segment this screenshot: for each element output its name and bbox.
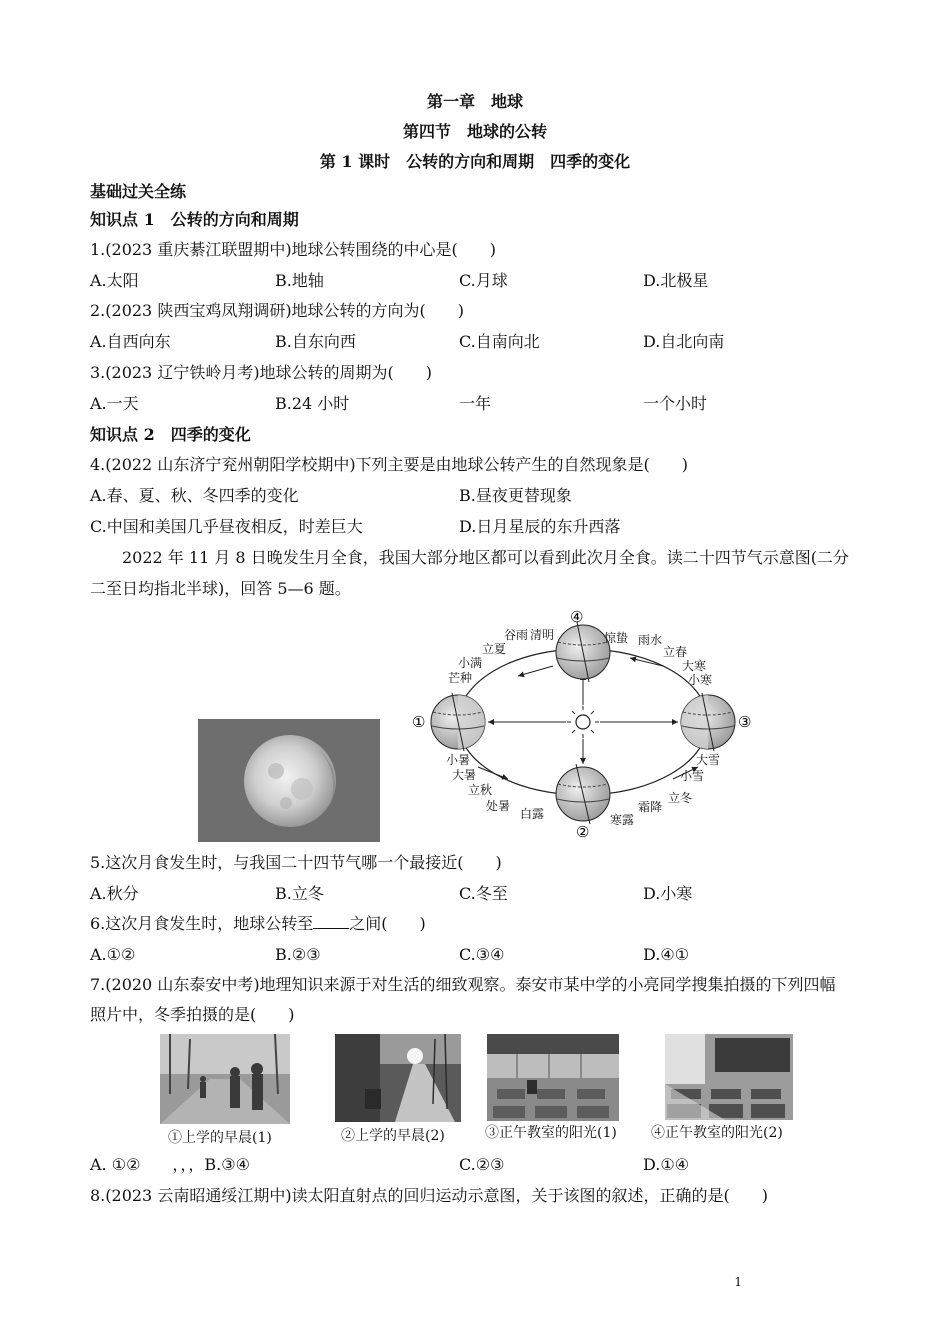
term-hanlu: 寒露 xyxy=(610,813,635,827)
q6-option-b: B.②③ xyxy=(275,945,321,964)
q2-option-c: C.自南向北 xyxy=(459,332,540,351)
photo-school-morning-1 xyxy=(160,1034,290,1124)
q6-option-a: A.①② xyxy=(90,945,136,964)
page-number: 1 xyxy=(734,1275,742,1289)
solar-terms-diagram xyxy=(408,604,768,844)
term-lichun: 立春 xyxy=(663,645,688,659)
section-title: 第四节 地球的公转 xyxy=(402,122,547,141)
term-xiaoman: 小满 xyxy=(458,656,483,670)
q5-option-a: A.秋分 xyxy=(90,884,139,903)
q1-stem: 1.(2023 重庆綦江联盟期中)地球公转围绕的中心是( ) xyxy=(90,240,497,259)
term-xiaoxue: 小雪 xyxy=(680,769,705,783)
q6-option-d: D.④① xyxy=(643,945,690,964)
q7-option-d: D.①④ xyxy=(643,1155,690,1174)
q3-stem: 3.(2023 辽宁铁岭月考)地球公转的周期为( ) xyxy=(90,363,433,382)
term-bailu: 白露 xyxy=(520,807,545,821)
q4-option-d: D.日月星辰的东升西落 xyxy=(459,517,621,536)
lunar-eclipse-photo xyxy=(198,719,380,842)
q2-option-b: B.自东向西 xyxy=(275,332,356,351)
position-label-2: ② xyxy=(576,823,590,841)
q7-stem-line-2: 照片中，冬季拍摄的是( ) xyxy=(90,1005,295,1024)
q4-option-a: A.春、夏、秋、冬四季的变化 xyxy=(90,486,299,505)
q6-option-c: C.③④ xyxy=(459,945,505,964)
practice-title: 基础过关全练 xyxy=(90,182,187,201)
q6-stem-after: 之间( ) xyxy=(349,914,426,933)
caption-photo-2: ②上学的早晨(2) xyxy=(341,1128,445,1144)
q6-stem xyxy=(90,914,426,934)
term-daxue: 大雪 xyxy=(696,753,721,767)
q2-option-a: A.自西向东 xyxy=(90,332,171,351)
earth-position-4 xyxy=(556,622,610,682)
q1-option-b: B.地轴 xyxy=(275,271,324,290)
passage-line-2: 二至日均指北半球)，回答 5—6 题。 xyxy=(90,579,351,598)
q1-option-a: A.太阳 xyxy=(90,271,139,290)
term-jingzhe: 惊蛰 xyxy=(604,631,629,645)
q5-option-d: D.小寒 xyxy=(643,884,693,903)
caption-photo-4: ④正午教室的阳光(2) xyxy=(651,1125,783,1141)
q4-stem: 4.(2022 山东济宁兖州朝阳学校期中)下列主要是由地球公转产生的自然现象是( ) xyxy=(90,455,689,474)
position-label-3: ③ xyxy=(738,713,752,731)
photo-school-morning-2 xyxy=(335,1034,461,1122)
kp1-title: 知识点 1 公转的方向和周期 xyxy=(90,210,299,229)
earth-position-1 xyxy=(431,693,485,751)
caption-photo-3: ③正午教室的阳光(1) xyxy=(485,1125,617,1141)
term-liqiu: 立秋 xyxy=(468,783,493,797)
term-yushui: 雨水 xyxy=(638,633,663,647)
caption-photo-1: ①上学的早晨(1) xyxy=(168,1130,272,1146)
q5-option-c: C.冬至 xyxy=(459,884,508,903)
earth-position-2 xyxy=(556,764,610,824)
q2-stem: 2.(2023 陕西宝鸡凤翔调研)地球公转的方向为( ) xyxy=(90,301,465,320)
q6-blank xyxy=(313,914,349,929)
term-mangzhong: 芒种 xyxy=(448,671,473,685)
term-guyu: 谷雨 xyxy=(504,628,529,642)
q3-option-c: 一年 xyxy=(459,394,492,413)
term-chushu: 处暑 xyxy=(486,799,511,813)
sun-icon xyxy=(567,706,599,738)
q7-option-a-b: A. ①② ，，，B.③④ xyxy=(90,1155,250,1174)
term-dashu: 大暑 xyxy=(452,768,477,782)
q1-option-c: C.月球 xyxy=(459,271,508,290)
position-label-1: ① xyxy=(412,713,426,731)
photo-noon-classroom-1 xyxy=(487,1034,619,1121)
q6-stem-before: 6.这次月食发生时，地球公转至 xyxy=(90,914,314,933)
q3-option-d: 一个小时 xyxy=(643,394,708,413)
q3-option-b: B.24 小时 xyxy=(275,394,350,413)
q3-option-a: A.一天 xyxy=(90,394,139,413)
term-lidong: 立冬 xyxy=(668,791,693,805)
q2-option-d: D.自北向南 xyxy=(643,332,725,351)
chapter-title: 第一章 地球 xyxy=(426,92,523,111)
q7-stem-line-1: 7.(2020 山东泰安中考)地理知识来源于对生活的细致观察。泰安市某中学的小亮同学搜集拍摄的下列四幅 xyxy=(90,975,836,994)
q4-option-b: B.昼夜更替现象 xyxy=(459,486,572,505)
term-lixia: 立夏 xyxy=(482,642,507,656)
q7-option-c: C.②③ xyxy=(459,1155,505,1174)
photo-noon-classroom-2 xyxy=(665,1034,793,1120)
q5-option-b: B.立冬 xyxy=(275,884,324,903)
q1-option-d: D.北极星 xyxy=(643,271,709,290)
lesson-title: 第 1 课时 公转的方向和周期 四季的变化 xyxy=(319,152,631,171)
term-xiaohan: 小寒 xyxy=(688,673,713,687)
q4-option-c: C.中国和美国几乎昼夜相反，时差巨大 xyxy=(90,517,363,536)
term-shuangjiang: 霜降 xyxy=(638,800,663,814)
q8-stem: 8.(2023 云南昭通绥江期中)读太阳直射点的回归运动示意图，关于该图的叙述，正确的是( ) xyxy=(90,1186,769,1205)
position-label-4: ④ xyxy=(570,608,584,626)
kp2-title: 知识点 2 四季的变化 xyxy=(90,425,251,444)
term-xiaoshu: 小暑 xyxy=(446,753,471,767)
passage-line-1: 2022 年 11 月 8 日晚发生月全食，我国大部分地区都可以看到此次月全食。读二十四节气示意图(二分 xyxy=(122,548,849,567)
q5-stem: 5.这次月食发生时，与我国二十四节气哪一个最接近( ) xyxy=(90,853,502,872)
term-qingming: 清明 xyxy=(530,628,555,642)
earth-position-3 xyxy=(681,693,735,751)
term-dahan: 大寒 xyxy=(682,659,707,673)
